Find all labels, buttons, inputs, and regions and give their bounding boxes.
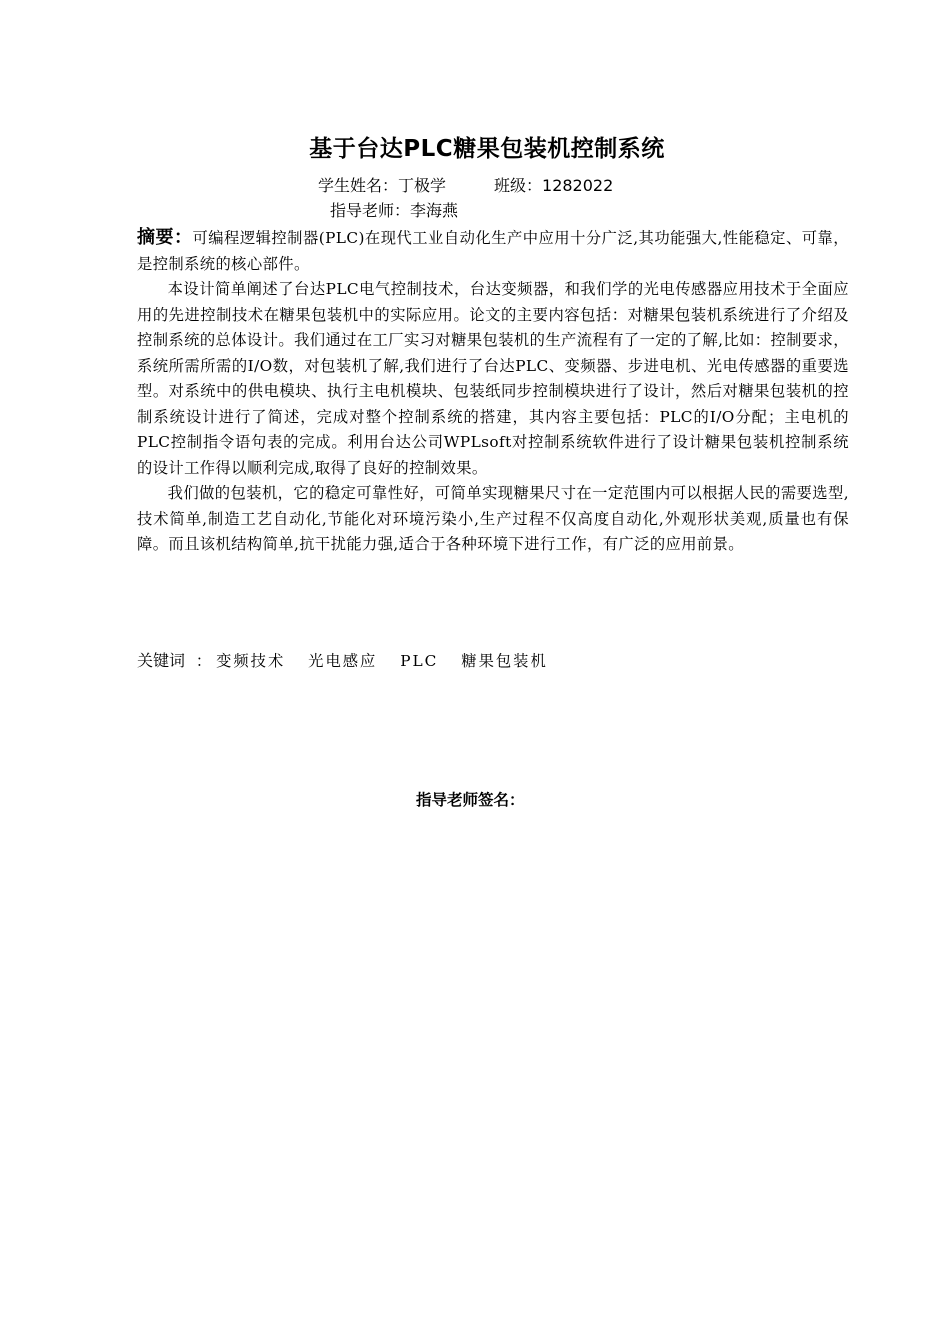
abstract-paragraph-1 — [137, 225, 849, 277]
advisor-name: 指导老师：李海燕 — [330, 201, 459, 220]
keywords-line — [137, 648, 566, 674]
abstract-label: 摘要： — [137, 227, 193, 248]
abstract-paragraph-1-text: 可编程逻辑控制器(PLC)在现代工业自动化生产中应用十分广泛,其功能强大,性能稳定、可靠，是控制系统的核心部件。 — [137, 229, 849, 273]
student-name: 学生姓名：丁极学 — [318, 176, 447, 195]
page-title: 基于台达PLC糖果包装机控制系统 — [309, 136, 665, 162]
keyword-item: PLC — [400, 652, 439, 670]
keyword-item: 光电感应 — [308, 652, 378, 670]
keyword-item: 变频技术 — [216, 652, 286, 670]
keyword-item: 糖果包装机 — [461, 652, 548, 670]
abstract-body — [137, 225, 849, 558]
keywords-separator: ： — [195, 652, 212, 670]
advisor-signature-label: 指导老师签名： — [416, 791, 525, 809]
abstract-paragraph-2: 本设计简单阐述了台达PLC电气控制技术，台达变频器，和我们学的光电传感器应用技术于全面应用的先进控制技术在糖果包装机中的实际应用。论文的主要内容包括：对糖果包装机系统进行了介绍及控制系统的总体设计。我们通过在工厂实习对糖果包装机的生产流程有了一定的了解,比如：控制要求，系统所需所需的I/O数，对包装机了解,我们进行了台达PLC、变频器、步进电机、光电传感器的重要选型。对系统中的供电模块、执行主电机模块、包装纸同步控制模块进行了设计，然后对糖果包装机的控制系统设计进行了简述，完成对整个控制系统的搭建，其内容主要包括：PLC的I/O分配；主电机的PLC控制指令语句表的完成。利用台达公司WPLsoft对控制系统软件进行了设计糖果包装机控制系统的设计工作得以顺利完成,取得了良好的控制效果。 — [137, 280, 849, 477]
abstract-paragraph-3: 我们做的包装机，它的稳定可靠性好，可简单实现糖果尺寸在一定范围内可以根据人民的需要选型,技术简单,制造工艺自动化,节能化对环境污染小,生产过程不仅高度自动化,外观形状美观,质量也有保障。而且该机结构简单,抗干扰能力强,适合于各种环境下进行工作，有广泛的应用前景。 — [137, 484, 849, 553]
keywords-label: 关键词 — [137, 651, 186, 670]
student-info — [318, 175, 613, 197]
class-number: 班级：1282022 — [494, 176, 614, 195]
